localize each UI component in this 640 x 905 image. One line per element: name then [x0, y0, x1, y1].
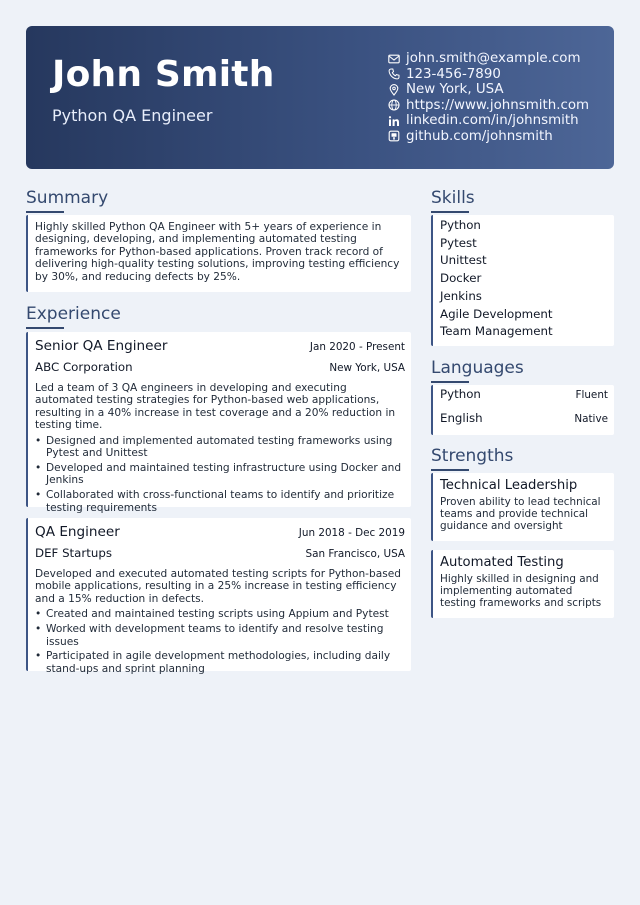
job-bullet: • Developed and maintained testing infrastructure using Docker and Jenkins [35, 462, 405, 487]
linkedin-icon [387, 114, 400, 127]
job-location: New York, USA [329, 362, 405, 374]
job-card [26, 518, 411, 675]
envelope-icon [387, 52, 400, 65]
strength-description: Highly skilled in designing and implementing automated testing frameworks and scripts [440, 573, 602, 610]
job-bullet: • Created and maintained testing scripts using Appium and Pytest [35, 608, 405, 620]
job-bullet: • Worked with development teams to identify and resolve testing issues [35, 623, 405, 648]
skill-item: Pytest [440, 235, 477, 250]
job-description: Developed and executed automated testing scripts for Python-based mobile applications, resulting in a 25% increase in testing efficiency and a 15% reduction in defects. [35, 568, 401, 605]
job-card [26, 332, 411, 514]
job-description: Led a team of 3 QA engineers in developing and executing automated testing strategies for Python-based web applications, resulting in a 40% increase in test coverage and a 20% reduction in testing time. [35, 382, 396, 432]
job-title: QA Engineer [35, 524, 120, 540]
summary-card [26, 215, 411, 292]
resume-header [26, 26, 614, 169]
language-level: Native [574, 413, 608, 425]
job-bullet-list [35, 435, 405, 514]
skill-item: Docker [440, 271, 482, 286]
language-row [440, 411, 608, 435]
skill-item: Python [440, 218, 481, 232]
job-bullet: • Collaborated with cross-functional teams to identify and prioritize testing requirements [35, 489, 405, 514]
contact-email-text: john.smith@example.com [406, 51, 581, 67]
contact-list [387, 51, 589, 144]
languages-card [431, 385, 614, 435]
contact-email[interactable] [387, 51, 589, 67]
contact-github[interactable] [387, 129, 589, 145]
languages-heading: Languages [431, 358, 524, 378]
skill-item: Unittest [440, 253, 487, 268]
contact-github-text: github.com/johnsmith [406, 128, 553, 144]
experience-heading: Experience [26, 304, 121, 324]
contact-phone-text: 123-456-7890 [406, 66, 501, 82]
contact-phone[interactable] [387, 67, 589, 83]
contact-linkedin-text: linkedin.com/in/johnsmith [406, 113, 579, 129]
contact-website-text: https://www.johnsmith.com [406, 97, 590, 113]
summary-heading: Summary [26, 188, 109, 208]
skills-heading: Skills [431, 188, 475, 208]
strength-card [431, 473, 614, 541]
location-pin-icon [387, 83, 400, 96]
candidate-name: John Smith [52, 54, 275, 95]
contact-location-text: New York, USA [406, 82, 504, 98]
strengths-heading: Strengths [431, 446, 514, 466]
skills-card [431, 215, 614, 346]
job-bullet: • Participated in agile development methodologies, including daily stand-ups and sprint planning [35, 650, 405, 675]
language-level: Fluent [575, 389, 608, 401]
candidate-role: Python QA Engineer [52, 106, 213, 125]
strength-title: Technical Leadership [440, 478, 578, 493]
skill-item: Agile Development [440, 306, 553, 321]
strength-description: Proven ability to lead technical teams and provide technical guidance and oversight [440, 496, 601, 533]
contact-linkedin[interactable] [387, 113, 589, 129]
job-location: San Francisco, USA [305, 548, 405, 560]
job-date: Jun 2018 - Dec 2019 [298, 527, 405, 539]
skill-item: Jenkins [440, 288, 482, 303]
globe-icon [387, 99, 400, 112]
summary-text: Highly skilled Python QA Engineer with 5+ years of experience in designing, developing, and implementing automated testing frameworks for Python-based applications. Proven track record of delivering high-quality testing solutions, improving testing efficiency by 30%, and reducing defects by 25%. [35, 221, 400, 283]
phone-icon [387, 68, 400, 81]
strength-card [431, 550, 614, 618]
job-title: Senior QA Engineer [35, 338, 168, 354]
language-row [440, 387, 608, 411]
job-bullet: • Designed and implemented automated testing frameworks using Pytest and Unittest [35, 435, 405, 460]
contact-location [387, 82, 589, 98]
contact-website[interactable] [387, 98, 589, 114]
language-name: Python [440, 387, 481, 401]
job-company: ABC Corporation [35, 360, 133, 374]
language-name: English [440, 411, 483, 425]
skill-item: Team Management [440, 324, 553, 339]
job-date: Jan 2020 - Present [309, 341, 405, 353]
job-bullet-list [35, 608, 405, 675]
github-icon [387, 130, 400, 143]
strength-title: Automated Testing [440, 555, 564, 570]
job-company: DEF Startups [35, 546, 113, 560]
